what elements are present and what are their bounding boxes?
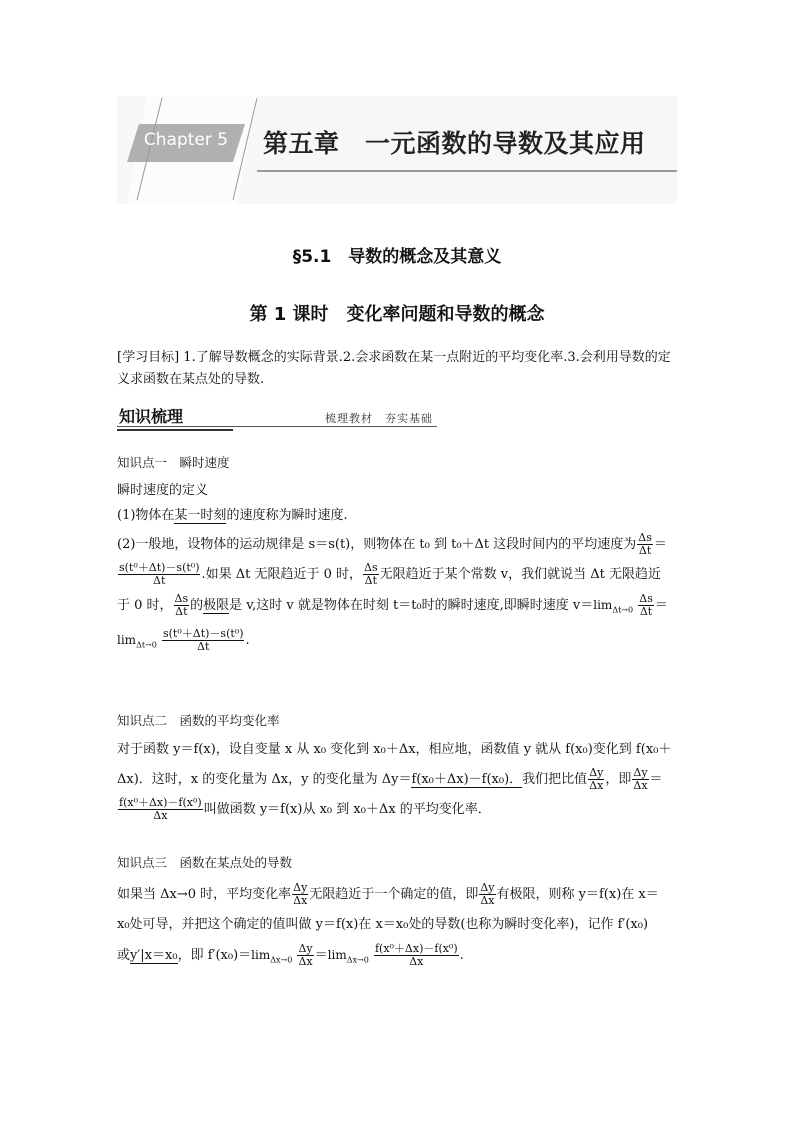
kp2-text-c: 我们把比值 [522,772,588,787]
frac-den: Δt [197,640,210,654]
lim-sub: Δt→0 [136,640,157,650]
frac-num: Δy [298,942,313,955]
frac-num: f(x⁰＋Δx)－f(x⁰) [119,796,202,809]
limit-symbol [328,940,369,975]
fraction-ds-dt [174,593,190,618]
frac-den: Δt [153,574,166,587]
lim-sub: Δx→0 [346,955,369,965]
kp1-item2-text-e: 的 [190,598,204,613]
banner-divider [257,170,677,172]
kp3-text-d: x₀处可导，并把这个确定的值叫做 y＝f(x)在 x＝x₀处的导数(也称为瞬时变化率)，记作 f′(x₀) [117,917,649,932]
fraction-dy-dx [632,767,648,792]
kp1-item2-text-c: 无限趋近于某个常数 v，我们就说当 Δt 无限趋近 [379,567,661,582]
fraction-avg-velocity [118,562,200,587]
fraction-dy-dx [479,882,495,907]
fraction-ds-dt [363,562,379,587]
kp1-def-title: 瞬时速度的定义 [117,483,209,498]
kp1-item2: (2)一般地，设物体的运动规律是 s＝s(t)，则物体在 t₀ 到 t₀＋Δt 这段时间内的平均速度为 $\frac{\Delta s}{\Delta t}$ ＝ $\frac{\text{s(t⁰＋Δt)－s(t⁰)}}{\Delta t}$ .如果 Δt 无限趋近于 0 时， $\frac{\Delta s}{\Delta t}$ 无限趋近于某个常数 v，我们就说当 Δt 无限趋近 于 0 时， $\frac{\Delta s}{\Delta t}$ 的极限是 v,这时 v 就是物体在时刻 t＝t₀时的瞬时速度,即瞬时速度 $v=\lim_{\Delta t\to 0}$ $\frac{\Delta s}{\Delta t}$ ＝ $\lim_{\Delta t\to 0}$ $\frac{\text{s(t⁰＋Δt)－s(t⁰)}}{\Delta t}$ . [117,530,679,661]
frac-den: Δx [480,894,495,907]
kp3-text-a: 如果当 Δx→0 时，平均变化率 [117,887,292,902]
kp1-item2-text-a: (2)一般地，设物体的运动规律是 s＝s(t)，则物体在 t₀ 到 t₀＋Δt 这段时间内的平均速度为 [117,537,637,552]
lim-sub: Δx→0 [270,955,293,965]
kp2-body: 对于函数 y＝f(x)，设自变量 x 从 x₀ 变化到 x₀＋Δx，相应地，函数值 y 就从 f(x₀)变化到 f(x₀＋ Δx)．这时，x 的变化量为 Δx，y 的变化量为 Δy＝f(x₀＋Δx)－f(x₀)．我们把比值 $\frac{\Delta y}{\Delta x}$ ，即 $\frac{\Delta y}{\Delta x}$ ＝ $\frac{\text{f(x⁰＋Δx)－f(x⁰)}}{\Delta x}$ 叫做函数 y＝f(x)从 x₀ 到 x₀＋Δx 的平均变化率． [117,742,672,822]
objectives-text: 1.了解导数概念的实际背景.2.会求函数在某一点附近的平均变化率.3.会利用导数的定义求函数在某点处的导数. [117,350,671,387]
limit-symbol [593,590,633,625]
fraction-dy-dx [297,943,313,968]
header-rule-thick [117,429,233,431]
learning-objectives [117,347,677,391]
lesson-heading: 第 1 课时 变化率问题和导数的概念 [249,304,545,325]
kp2-heading: 知识点二 函数的平均变化率 [117,713,280,728]
limit-symbol [251,940,292,975]
kp2-text-b: Δx)．这时，x 的变化量为 Δx，y 的变化量为 Δy＝ [117,772,412,787]
kp1-item2-underline: 极限 [203,598,230,613]
frac-den: Δx [153,809,168,822]
kp1-item1-post: 的速度称为瞬时速度. [226,508,348,523]
frac-num: Δs [638,531,652,544]
frac-num: Δy [589,766,604,779]
kp1-item2-text-f: 是 v,这时 v 就是物体在时刻 t＝t₀时的瞬时速度,即瞬时速度 v＝ [229,598,594,613]
fraction-dy-dx [292,882,308,907]
frac-den: Δx [589,779,604,792]
lim-text: lim [117,633,137,648]
fraction-avg-velocity [162,628,244,653]
header-rule [117,426,437,427]
kp1-heading: 知识点一 瞬时速度 [117,455,230,470]
frac-num: Δs [174,592,189,605]
frac-num: Δs [364,561,378,574]
frac-num: Δy [480,881,495,894]
section-heading: §5.1 导数的概念及其意义 [292,247,502,267]
frac-den: Δt [364,574,378,587]
frac-den: Δx [293,894,308,907]
lim-text: lim [327,948,347,962]
limit-symbol [117,625,157,660]
frac-den: Δx [409,955,424,968]
kp3-text-b: 无限趋近于一个确定的值，即 [309,887,479,902]
fraction-ds-dt [637,532,653,557]
frac-num: f(x⁰＋Δx)－f(x⁰) [374,942,458,955]
fraction-derivative [374,943,459,968]
lim-text: lim [593,598,613,612]
chapter-title: 第五章 一元函数的导数及其应用 [263,129,646,158]
frac-num: Δs [639,592,653,605]
fraction-ds-dt [638,593,654,618]
chapter-tag: Chapter 5 [143,130,229,150]
kp2-text-e: 叫做函数 y＝f(x)从 x₀ 到 x₀＋Δx 的平均变化率． [203,802,491,817]
kp2-text-a: 对于函数 y＝f(x)，设自变量 x 从 x₀ 变化到 x₀＋Δx，相应地，函数值 y 就从 f(x₀)变化到 f(x₀＋ [117,742,672,757]
frac-num: Δy [633,766,648,779]
kp3-text-e: 或 [117,948,131,963]
frac-num: Δy [293,881,308,894]
chapter-banner [117,96,677,204]
objectives-label: [学习目标] [117,350,180,365]
knowledge-section-header [117,402,437,430]
kp1-item1 [117,505,677,527]
frac-den: Δx [633,779,648,792]
knowledge-subtitle: 梳理教材 夯实基础 [325,412,433,425]
fraction-dy-dx [588,767,604,792]
kp3-text-f: ，即 f′(x₀)＝ [177,948,252,963]
kp1-item1-underline: 某一时刻 [174,508,227,523]
kp1-item1-pre: (1)物体在 [117,508,175,523]
kp3-underline: y′|x＝x₀ [130,948,178,963]
kp1-item2-text-d: 于 0 时， [117,598,173,613]
lim-sub: Δt→0 [612,605,634,615]
kp3-heading: 知识点三 函数在某点处的导数 [117,855,293,870]
frac-den: Δx [298,955,313,968]
kp3-body: 如果当 Δx→0 时，平均变化率 $\frac{\Delta y}{\Delta x}$ 无限趋近于一个确定的值，即 $\frac{\Delta y}{\Delta x}$ 有极限，则称 y＝f(x)在 x＝ x₀处可导，并把这个确定的值叫做 y＝f(x)在 x＝x₀处的导数(也称为瞬时变化率)，记作 f′(x₀) 或y′|x＝x₀，即 $f'(x_0)=\lim_{\Delta x\to 0}$ $\frac{\Delta y}{\Delta x}$ $=\lim_{\Delta x\to 0}$ $\frac{\text{f(x⁰＋Δx)－f(x⁰)}}{\Delta x}$ . [117,880,679,975]
frac-num: s(t⁰＋Δt)－s(t⁰) [163,627,244,641]
kp2-underline: f(x₀＋Δx)－f(x₀)． [411,772,523,787]
knowledge-title: 知识梳理 [119,407,184,426]
kp1-item2-text-b: .如果 Δt 无限趋近于 0 时， [201,567,363,582]
frac-den: Δt [639,605,653,618]
kp2-text-d: ，即 [605,772,632,787]
kp3-text-c: 有极限，则称 y＝f(x)在 x＝ [496,887,659,902]
fraction-avg-rate [118,797,203,822]
frac-num: s(t⁰＋Δt)－s(t⁰) [119,561,200,574]
frac-den: Δt [638,544,652,557]
lim-text: lim [251,948,271,962]
frac-den: Δt [175,605,188,618]
